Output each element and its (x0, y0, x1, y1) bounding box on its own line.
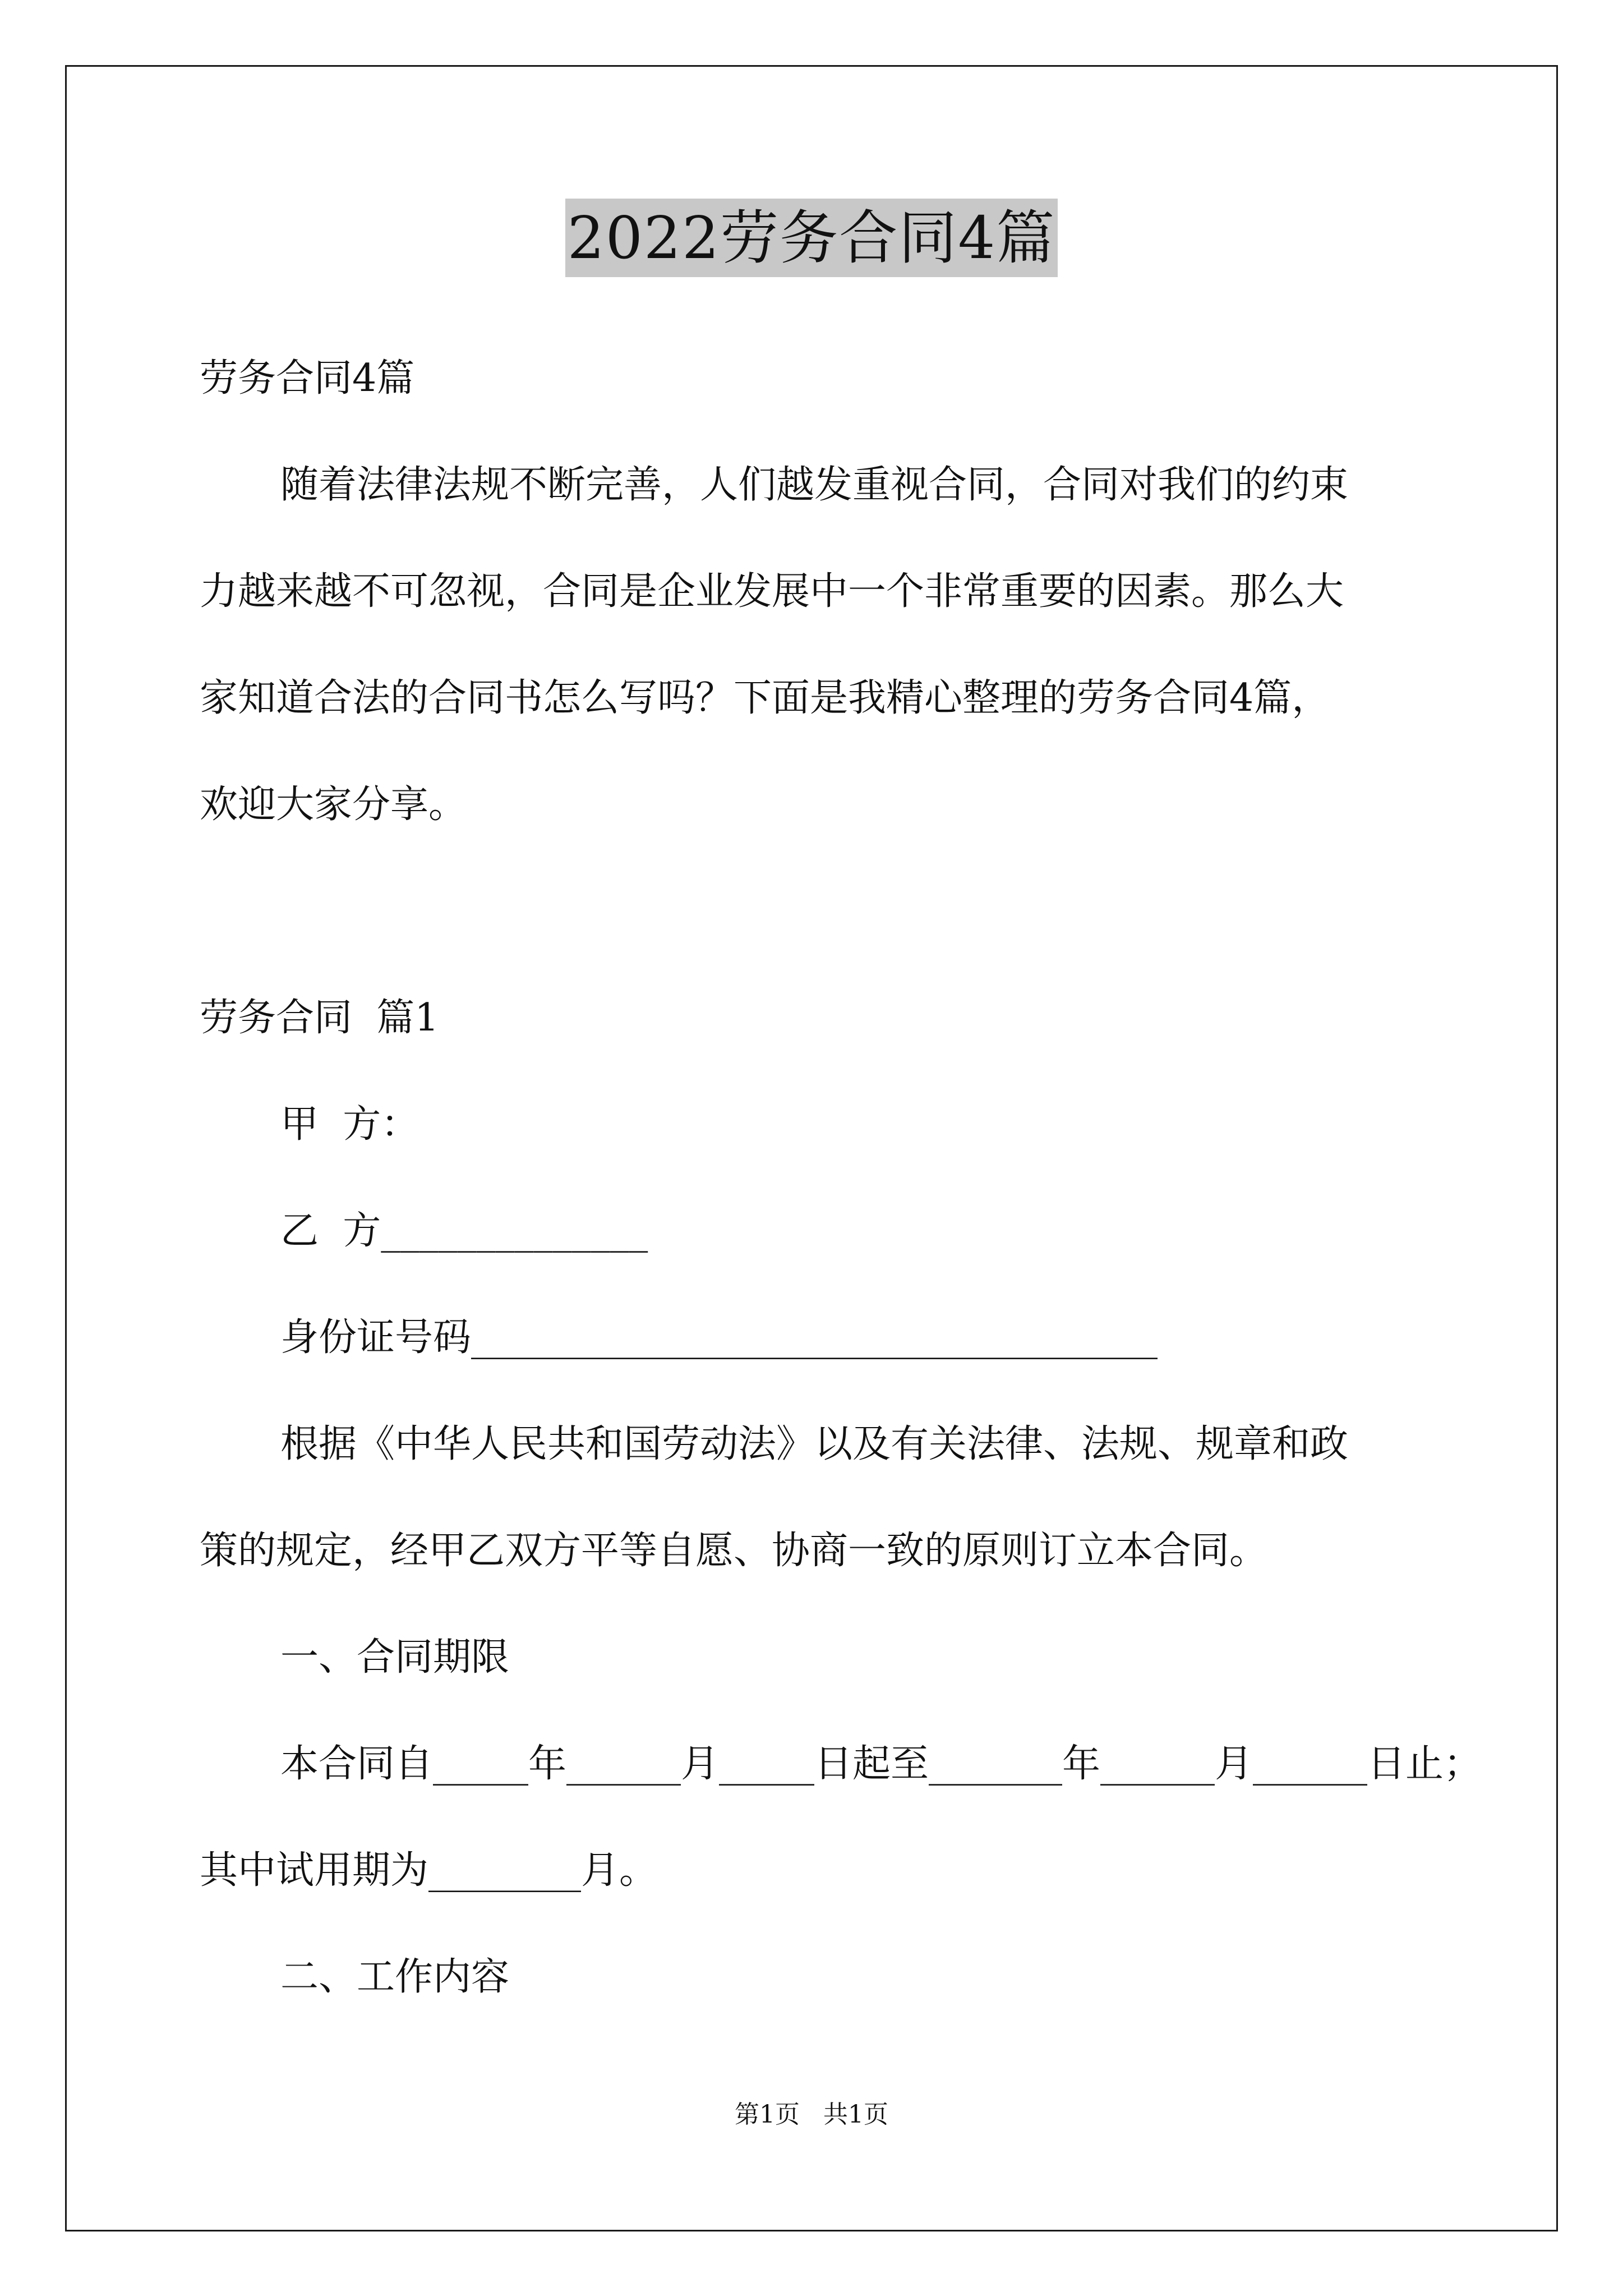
party-a-field: 甲 方： (280, 1102, 419, 1147)
intro-paragraph-line: 家知道合法的合同书怎么写吗？下面是我精心整理的劳务合同4篇， (200, 676, 1330, 720)
intro-paragraph-line: 随着法律法规不断完善，人们越发重视合同，合同对我们的约束 (280, 463, 1349, 507)
title-container (0, 199, 1623, 277)
section-heading: 劳务合同4篇 (200, 356, 415, 401)
clause-heading-work: 二、工作内容 (280, 1955, 510, 1999)
clause-heading-term: 一、合同期限 (280, 1635, 510, 1680)
basis-paragraph-line: 策的规定，经甲乙双方平等自愿、协商一致的原则订立本合同。 (200, 1529, 1268, 1573)
document-title: 2022劳务合同4篇 (565, 199, 1058, 277)
party-b-field: 乙 方______________ (280, 1209, 648, 1253)
page-footer: 第1页 共1页 (735, 2100, 888, 2129)
intro-paragraph-line: 欢迎大家分享。 (200, 783, 467, 827)
intro-paragraph-line: 力越来越不可忽视，合同是企业发展中一个非常重要的因素。那么大 (200, 569, 1344, 614)
id-number-field: 身份证号码____________________________________ (280, 1315, 1158, 1360)
probation-line: 其中试用期为________月。 (200, 1848, 658, 1893)
contract-heading: 劳务合同 篇1 (200, 996, 439, 1040)
contract-term-line: 本合同自_____年______月_____日起至_______年______月______日止； (280, 1742, 1482, 1786)
basis-paragraph-line: 根据《中华人民共和国劳动法》以及有关法律、法规、规章和政 (280, 1422, 1349, 1466)
